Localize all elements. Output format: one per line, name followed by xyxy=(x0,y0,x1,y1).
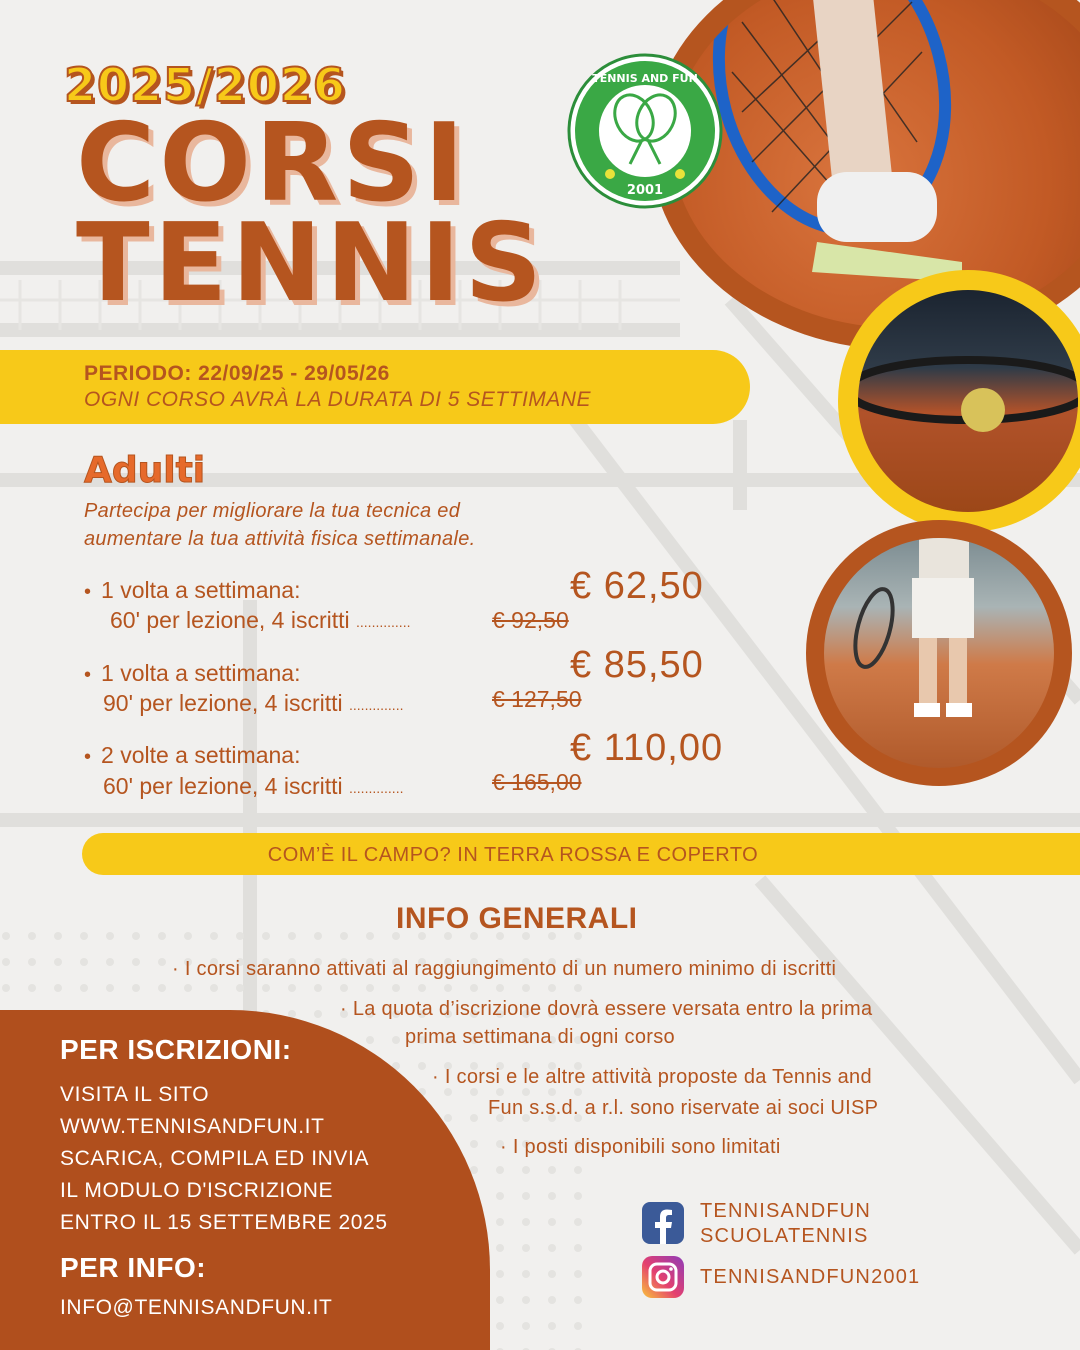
title-tennis: TENNIS xyxy=(76,201,547,326)
instagram-handle[interactable]: TENNISANDFUN2001 xyxy=(700,1266,921,1288)
new-price: € 85,50 xyxy=(570,644,704,686)
old-price: € 165,00 xyxy=(492,769,582,795)
info-heading: PER INFO: xyxy=(60,1252,207,1283)
periodo-duration: OGNI CORSO AVRÀ LA DURATA DI 5 SETTIMANE xyxy=(84,388,591,411)
logo-text-bottom: 2001 xyxy=(626,183,664,198)
info-line: · I corsi e le altre attività proposte da Tennis and xyxy=(432,1066,872,1088)
title-corsi: CORSI xyxy=(76,101,469,226)
info-email-link[interactable]: INFO@TENNISANDFUN.IT xyxy=(60,1296,333,1319)
periodo-dates: PERIODO: 22/09/25 - 29/05/26 xyxy=(84,362,390,385)
price-item-detail xyxy=(110,607,410,634)
price-item-detail xyxy=(103,773,403,800)
price-detail-text: 90' per lezione, 4 iscritti xyxy=(103,690,343,716)
iscrizioni-line: IL MODULO D'ISCRIZIONE xyxy=(60,1179,334,1202)
year-label: 2025/2026 xyxy=(64,58,346,112)
info-line: · I corsi saranno attivati al raggiungimento di un numero minimo di iscritti xyxy=(172,958,837,980)
info-line: Fun s.s.d. a r.l. sono riservate ai soci UISP xyxy=(488,1097,879,1119)
instagram-icon[interactable] xyxy=(642,1256,684,1298)
info-generali-title: INFO GENERALI xyxy=(396,902,638,935)
info-line: · I posti disponibili sono limitati xyxy=(500,1136,781,1158)
info-line: prima settimana di ogni corso xyxy=(405,1026,675,1048)
iscrizioni-heading: PER ISCRIZIONI: xyxy=(60,1034,292,1065)
old-price: € 127,50 xyxy=(492,686,582,712)
price-detail-text: 60' per lezione, 4 iscritti xyxy=(110,607,350,633)
iscrizioni-line: ENTRO IL 15 SETTEMBRE 2025 xyxy=(60,1211,388,1234)
bullet: • xyxy=(84,664,92,686)
logo-text-top: TENNIS AND FUN xyxy=(592,72,698,85)
bullet: • xyxy=(84,581,92,603)
tennis-and-fun-logo xyxy=(566,52,724,210)
iscrizioni-line: SCARICA, COMPILA ED INVIA xyxy=(60,1147,370,1170)
facebook-icon[interactable] xyxy=(642,1202,684,1244)
facebook-handle-line2[interactable]: SCUOLATENNIS xyxy=(700,1225,869,1247)
facebook-handle-line1[interactable]: TENNISANDFUN xyxy=(700,1200,872,1222)
bullet: • xyxy=(84,746,92,768)
new-price: € 110,00 xyxy=(570,727,724,769)
iscrizioni-website-link[interactable]: WWW.TENNISANDFUN.IT xyxy=(60,1115,325,1138)
adulti-description-line2: aumentare la tua attività fisica settimanale. xyxy=(84,528,476,550)
price-item-title xyxy=(84,577,300,604)
price-title-text: 1 volta a settimana: xyxy=(101,660,301,686)
price-detail-text: 60' per lezione, 4 iscritti xyxy=(103,773,343,799)
iscrizioni-line: VISITA IL SITO xyxy=(60,1083,210,1106)
dot-leader: .............. xyxy=(356,613,411,630)
price-title-text: 1 volta a settimana: xyxy=(101,577,301,603)
adulti-heading: Adulti xyxy=(84,450,206,491)
dot-leader: .............. xyxy=(349,696,404,713)
photo-player-back xyxy=(806,520,1072,786)
adulti-description-line1: Partecipa per migliorare la tua tecnica ed xyxy=(84,500,461,522)
info-line: · La quota d’iscrizione dovrà essere versata entro la prima xyxy=(340,998,873,1020)
new-price: € 62,50 xyxy=(570,565,704,607)
old-price: € 92,50 xyxy=(492,607,569,633)
price-item-title xyxy=(84,660,300,687)
dot-leader: .............. xyxy=(349,779,404,796)
price-title-text: 2 volte a settimana: xyxy=(101,742,301,768)
campo-text: COM’È IL CAMPO? IN TERRA ROSSA E COPERTO xyxy=(267,844,759,866)
price-item-detail xyxy=(103,690,403,717)
price-item-title xyxy=(84,742,300,769)
photo-ball-racket xyxy=(838,270,1080,532)
